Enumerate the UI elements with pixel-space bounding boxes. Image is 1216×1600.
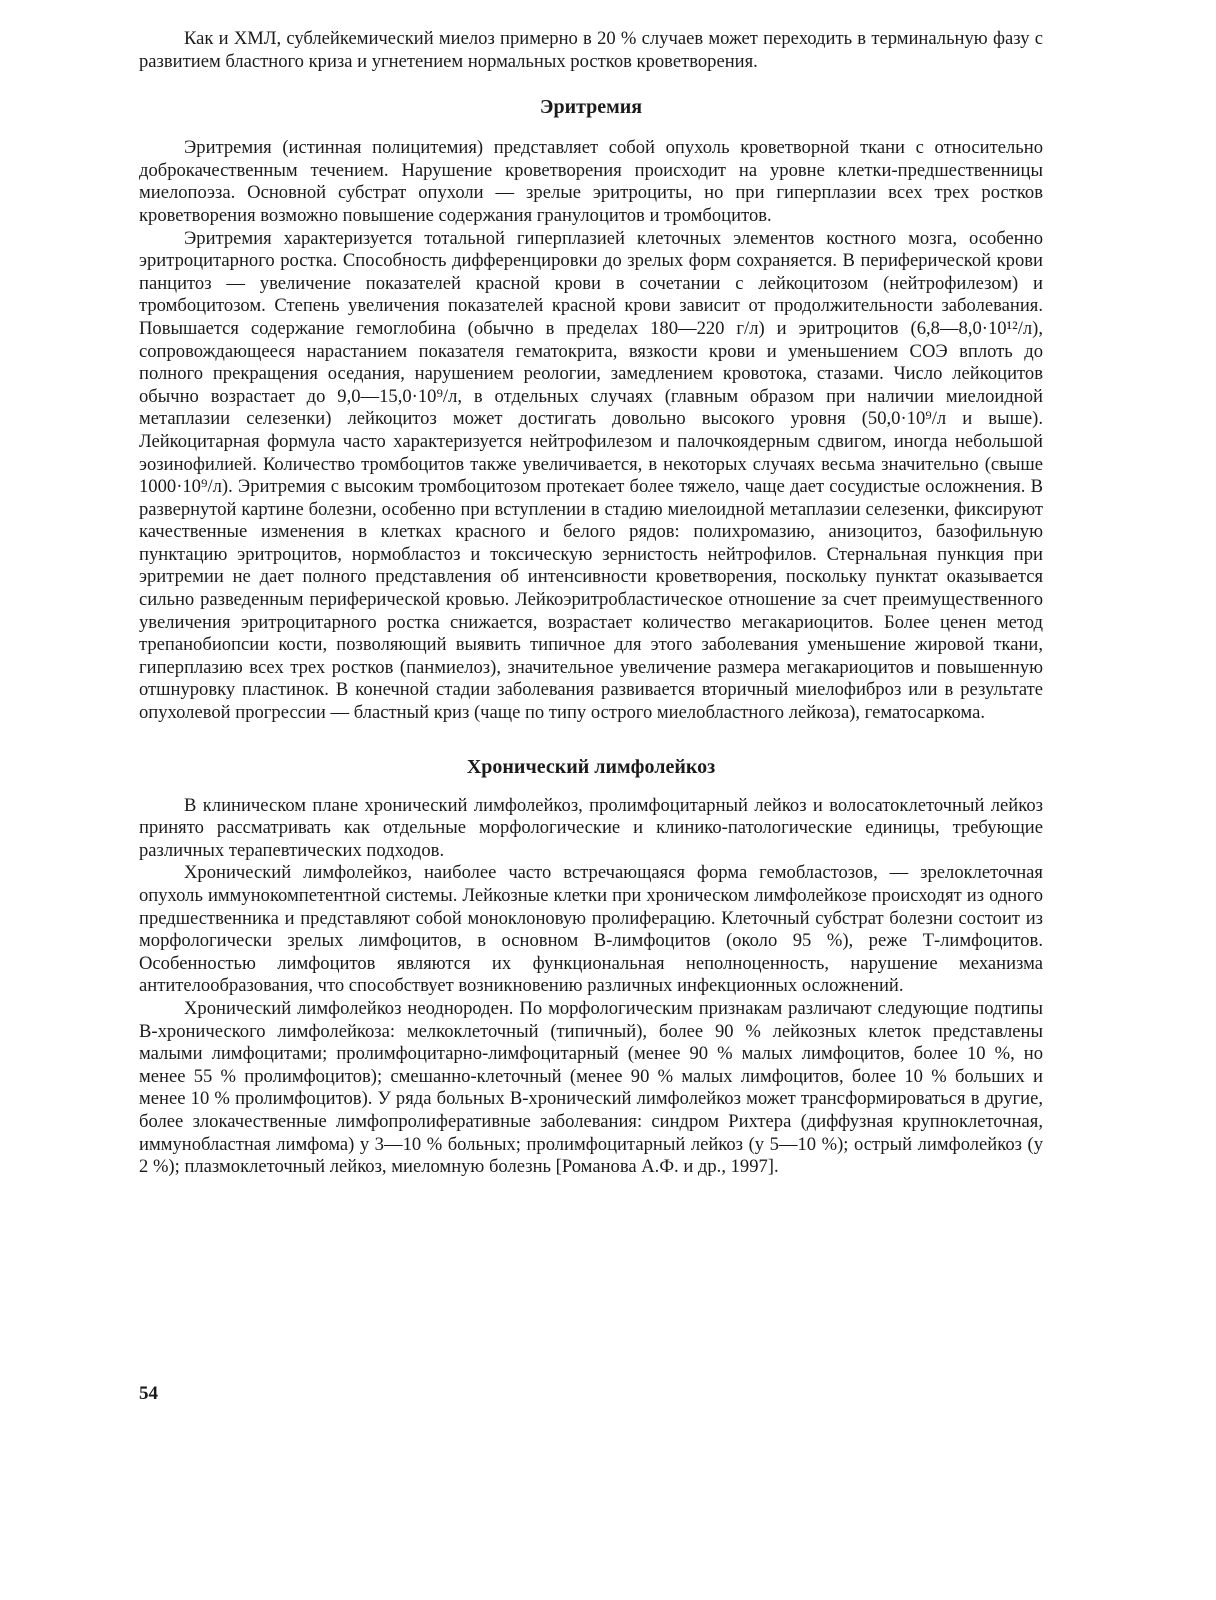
- intro-paragraph: Как и ХМЛ, сублейкемический миелоз примерно в 20 % случаев может переходить в терминальную фазу с развитием бластного криза и угнетением нормальных ростков кроветворения.: [139, 28, 1043, 72]
- erythremia-paragraph-1: Эритремия (истинная полицитемия) представляет собой опухоль кроветворной ткани с относительно доброкачественным течением. Нарушение кроветворения происходит на уровне клетки-предшественницы миелопоэза. Основной субстрат опухоли — зрелые эритроциты, но при гиперплазии всех трех ростков кроветворения возможно повышение содержания гранулоцитов и тромбоцитов.: [139, 137, 1043, 226]
- page-number: 54: [139, 1383, 158, 1404]
- cll-paragraph-2: Хронический лимфолейкоз, наиболее часто встречающаяся форма гемобластозов, — зрелоклеточная опухоль иммунокомпетентной системы. Лейкозные клетки при хроническом лимфолейкозе происходят из одного предшественника и представляют собой моноклоновую пролиферацию. Клеточный субстрат болезни состоит из морфологически зрелых лимфоцитов, в основном В-лимфоцитов (около 95 %), реже Т-лимфоцитов. Особенностью лимфоцитов являются их функциональная неполноценность, нарушение механизма антителообразования, что способствует возникновению различных инфекционных осложнений.: [139, 862, 1043, 997]
- cll-paragraph-3: Хронический лимфолейкоз неоднороден. По морфологическим признакам различают следующие подтипы В-хронического лимфолейкоза: мелкоклеточный (типичный), более 90 % лейкозных клеток представлены малыми лимфоцитами; пролимфоцитарно-лимфоцитарный (менее 90 % малых лимфоцитов, более 10 %, но менее 55 % пролимфоцитов); смешанно-клеточный (менее 90 % малых лимфоцитов, более 10 % больших и менее 10 % пролимфоцитов). У ряда больных В-хронический лимфолейкоз может трансформироваться в другие, более злокачественные лимфопролиферативные заболевания: синдром Рихтера (диффузная крупноклеточная, иммунобластная лимфома) у 3—10 % больных; пролимфоцитарный лейкоз (у 5—10 %); острый лимфолейкоз (у 2 %); плазмоклеточный лейкоз, миеломную болезнь [Романова А.Ф. и др., 1997].: [139, 997, 1043, 1178]
- section-title-cll: Хронический лимфолейкоз: [466, 755, 716, 778]
- erythremia-paragraph-2: Эритремия характеризуется тотальной гиперплазией клеточных элементов костного мозга, особенно эритроцитарного ростка. Способность дифференцировки до зрелых форм сохраняется. В периферической крови панцитоз — увеличение показателей красной крови в сочетании с лейкоцитозом (нейтрофилезом) и тромбоцитозом. Степень увеличения показателей красной крови зависит от продолжительности заболевания. Повышается содержание гемоглобина (обычно в пределах 180—220 г/л) и эритроцитов (6,8—8,0·10¹²/л), сопровождающееся нарастанием показателя гематокрита, вязкости крови и уменьшением СОЭ вплоть до полного прекращения оседания, нарушением реологии, замедлением кровотока, стазами. Число лейкоцитов обычно возрастает до 9,0—15,0·10⁹/л, в отдельных случаях (главным образом при наличии миелоидной метаплазии селезенки) лейкоцитоз может достигать довольно высокого уровня (50,0·10⁹/л и выше). Лейкоцитарная формула часто характеризуется нейтрофилезом и палочкоядерным сдвигом, иногда небольшой эозинофилией. Количество тромбоцитов также увеличивается, в некоторых случаях весьма значительно (свыше 1000·10⁹/л). Эритремия с высоким тромбоцитозом протекает более тяжело, чаще дает сосудистые осложнения. В развернутой картине болезни, особенно при вступлении в стадию миелоидной метаплазии селезенки, фиксируют качественные изменения в клетках красного и белого рядов: полихромазию, анизоцитоз, базофильную пунктацию эритроцитов, нормобластоз и токсическую зернистость нейтрофилов. Стернальная пункция при эритремии не дает полного представления об интенсивности кроветворения, поскольку пунктат оказывается сильно разведенным периферической кровью. Лейкоэритробластическое отношение за счет преимущественного увеличения эритроцитарного ростка снижается, возрастает количество мегакариоцитов. Более ценен метод трепанобиопсии кости, позволяющий выявить типичное для этого заболевания уменьшение жировой ткани, гиперплазию всех трех ростков (панмиелоз), значительное увеличение размера мегакариоцитов и повышенную отшнуровку пластинок. В конечной стадии заболевания развивается вторичный миелофиброз или в результате опухолевой прогрессии — бластный криз (чаще по типу острого миелобластного лейкоза), гематосаркома.: [139, 227, 1043, 724]
- section-title-erythremia: Эритремия: [539, 96, 643, 119]
- page-content: [139, 28, 1043, 1179]
- cll-paragraph-1: В клиническом плане хронический лимфолейкоз, пролимфоцитарный лейкоз и волосатоклеточный лейкоз принято рассматривать как отдельные морфологические и клинико-патологические единицы, требующие различных терапевтических подходов.: [139, 794, 1043, 861]
